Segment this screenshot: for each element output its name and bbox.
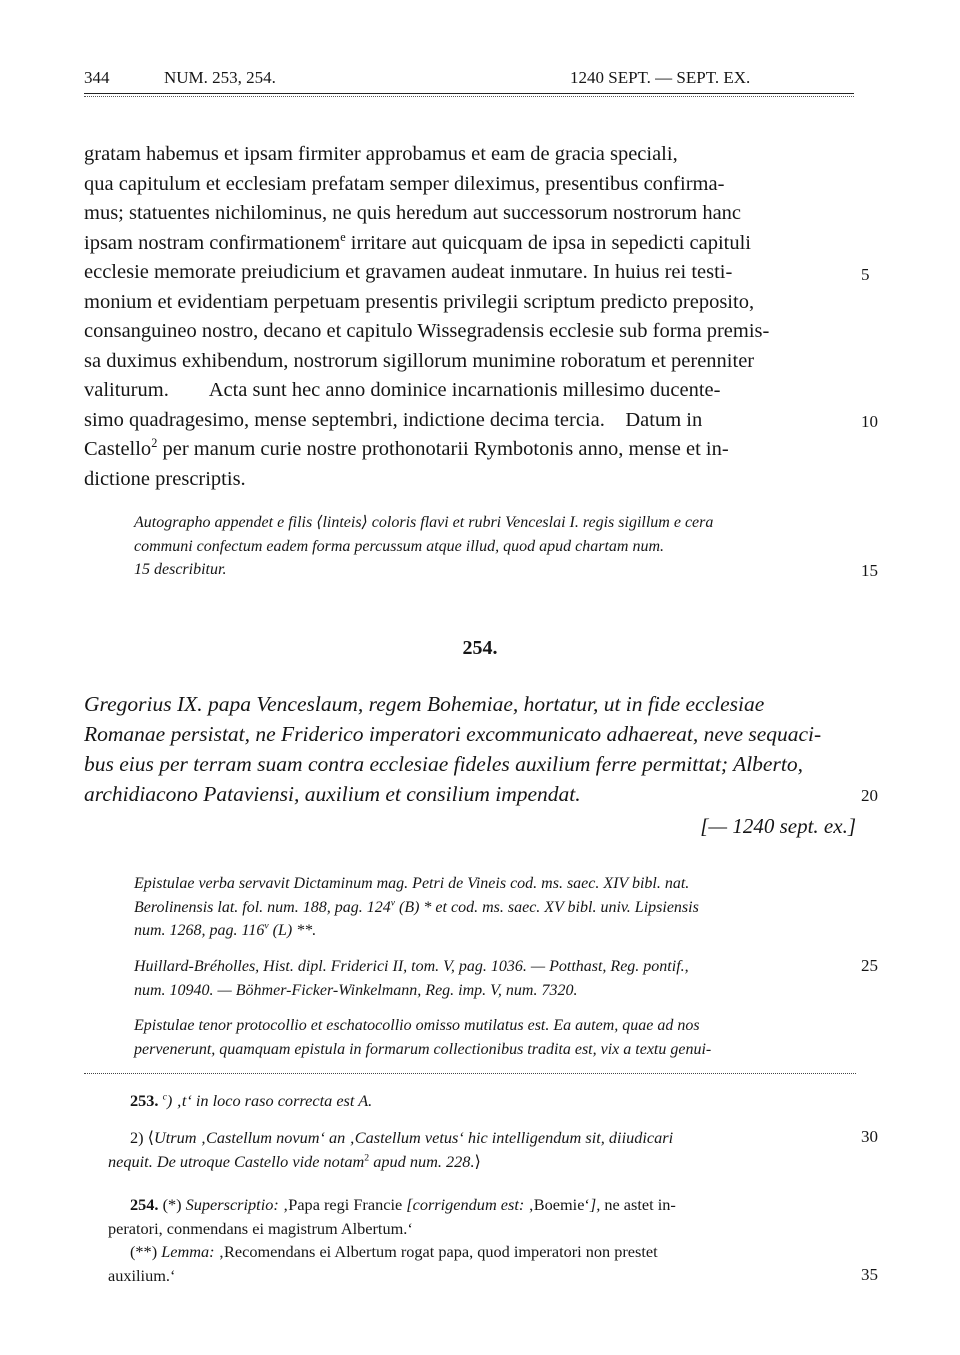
source-note-manuscripts: Epistulae verba servavit Dictaminum mag. Petri de Vineis cod. ms. saec. XIV bibl. nat. Berolinensis lat. fol. num. 188, pag. 124$^v$ (B) * et cod. ms. saec. XV bibl. univ. Lipsiensis num. 1268, pag. 116$^v$ (L) **. (134, 875, 699, 940)
text-line: simo quadragesimo, mense septembri, indictione decima tercia. Datum in (84, 408, 703, 431)
footnote-marker: e (340, 229, 346, 244)
header-rule-dotted (84, 96, 854, 97)
source-note-tenor: Epistulae tenor protocollio et eschatocollio omisso mutilatus est. Ea autem, quae ad nos pervenerunt, quamquam epistula in formarum collectionibus tradita est, vix a textu genui- (134, 1017, 712, 1058)
text-line: ipsam nostram confirmationem$^e$ irritare aut quicquam de ipsa in sepedicti capituli (84, 229, 751, 254)
line-number: 15 (861, 561, 878, 580)
text-line: Castello$^2$ per manum curie nostre prothonotarii Rymbotonis anno, mense et in- (84, 436, 729, 460)
text-line: qua capitulum et ecclesiam prefatam semper dileximus, presentibus confirma- (84, 172, 725, 195)
line-number: 5 (861, 265, 870, 284)
line-number: 10 (861, 412, 878, 431)
line-number: 35 (861, 1265, 878, 1284)
header-title: NUM. 253, 254. (164, 68, 276, 87)
seal-note: Autographo appendet e filis ⟨linteis⟩ coloris flavi et rubri Venceslai I. regis sigillum e cera communi confectum eadem forma percussum atque illud, quod apud chartam num. 15 describitur. (134, 514, 714, 579)
text-line: mus; statuentes nichilominus, ne quis heredum aut successorum nostrorum hanc (84, 202, 742, 224)
text-line: sa duximus exhibendum, nostrorum sigillorum munimine roboratum et perenniter (84, 349, 755, 372)
text-line: ecclesie memorate preiudicium et gravamen audeat inmutare. In huius rei testi- (84, 261, 733, 283)
line-number: 25 (861, 956, 878, 975)
section-number: 254. (462, 637, 498, 659)
text-line: valiturum. Acta sunt hec anno dominice incarnationis millesimo ducente- (84, 379, 721, 401)
footnote-2: 2) ⟨Utrum ‚Castellum novum‘ an ‚Castellum vetus‘ hic intelligendum sit, diiudicari nequit. De utroque Castello vide notam$^2$ apud num. 228.⟩ (108, 1128, 674, 1171)
footnote-marker: 2 (151, 436, 158, 451)
footnote-254: 254. (*) Superscriptio: ‚Papa regi Francie [corrigendum est: ‚Boemie‘], ne astet in- peratori, conmendans ei magistrum Albertum.‘ (**) Lemma: ‚Recomendans ei Albertum rogat papa, quod imperatori non prestet auxilium.‘ (108, 1195, 676, 1285)
line-number: 20 (861, 786, 878, 805)
running-header (84, 68, 854, 90)
section-summary: Gregorius IX. papa Venceslaum, regem Bohemiae, hortatur, ut in fide ecclesiae Romanae persistat, ne Friderico imperatori excommunicato adhaereat, neve sequaci- bus eius per terram suam contra ecclesiae fideles auxilium ferre permittat; Alberto, archidiacono Pataviensi, auxilium et consilium impendat. (84, 692, 822, 806)
page-number: 344 (84, 68, 110, 87)
header-date-range: 1240 SEPT. — SEPT. EX. (570, 68, 751, 87)
footnote-253c: 253. $^c$) ‚t‘ in loco raso correcta est A. (130, 1091, 373, 1110)
text-line: monium et evidentiam perpetuam presentis privilegii scriptum predicto preposito, (84, 290, 755, 313)
line-number: 30 (861, 1127, 878, 1146)
header-rule (84, 93, 854, 94)
source-note-editions: Huillard-Bréholles, Hist. dipl. Friderici II, tom. V, pag. 1036. — Potthast, Reg. pontif., num. 10940. — Böhmer-Ficker-Winkelmann, Reg. imp. V, num. 7320. (134, 958, 689, 999)
text-line: gratam habemus et ipsam firmiter approbamus et eam de gracia speciali, (84, 143, 678, 165)
text-line: dictione prescriptis. (84, 467, 246, 490)
footnote-rule (84, 1073, 856, 1074)
text-line: consanguineo nostro, decano et capitulo Wissegradensis ecclesie sub forma premis- (84, 320, 770, 342)
section-date: [— 1240 sept. ex.] (700, 814, 856, 838)
main-text (84, 140, 856, 494)
